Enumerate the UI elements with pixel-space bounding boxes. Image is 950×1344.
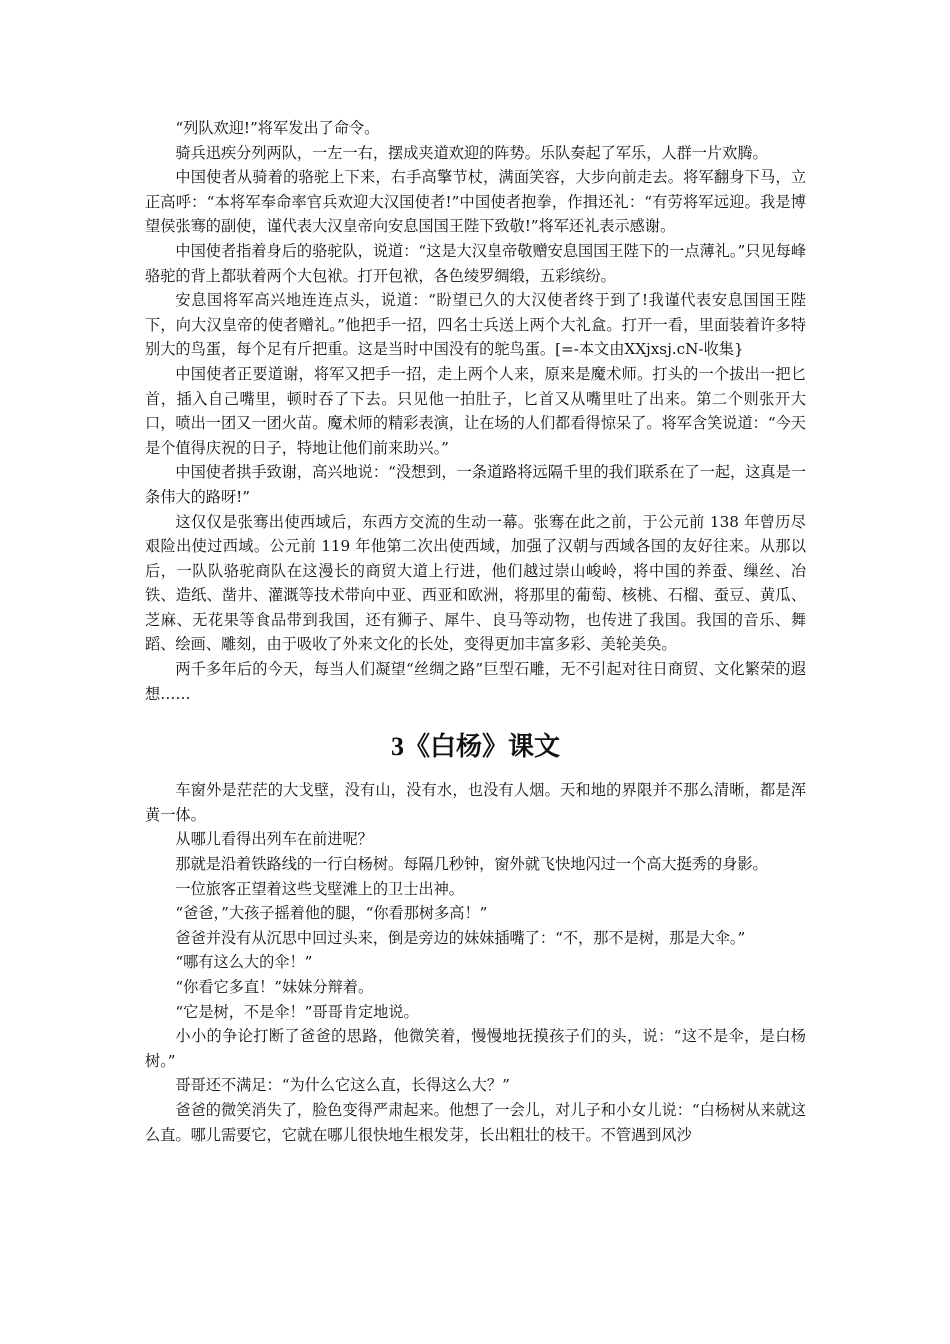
paragraph: “哪有这么大的伞！” <box>175 953 313 972</box>
paragraph: 小小的争论打断了爸爸的思路，他微笑着，慢慢地抚摸孩子们的头，说：“这不是伞，是白杨树。” <box>145 1027 806 1070</box>
paragraph: 中国使者拱手致谢，高兴地说：“没想到，一条道路将远隔千里的我们联系在了一起，这真是一条伟大的路呀!” <box>145 463 806 506</box>
document-page <box>145 116 806 1147</box>
paragraph: 安息国将军高兴地连连点头，说道：“盼望已久的大汉使者终于到了!我谨代表安息国国王陛下，向大汉皇帝的使者赠礼。”他把手一招，四名士兵送上两个大礼盒。打开一看，里面装着许多特别大的鸟蛋，每个足有斤把重。这是当时中国没有的鸵鸟蛋。[=-本文由XXjxsj.cN-收集} <box>145 291 806 359</box>
lesson-title-text: 《白杨》课文 <box>403 732 560 763</box>
paragraph: 两千多年后的今天，每当人们凝望“丝绸之路”巨型石雕，无不引起对往日商贸、文化繁荣的遐想…… <box>145 660 806 703</box>
paragraph: 中国使者正要道谢，将军又把手一招，走上两个人来，原来是魔术师。打头的一个拔出一把匕首，插入自己嘴里，顿时吞了下去。只见他一拍肚子，匕首又从嘴里吐了出来。第二个则张开大口，喷出一团又一团火苗。魔术师的精彩表演，让在场的人们都看得惊呆了。将军含笑说道：“今天是个值得庆祝的日子，特地让他们前来助兴。” <box>145 364 806 457</box>
paragraph: “列队欢迎!”将军发出了命令。 <box>175 119 380 137</box>
paragraph: “你看它多直！”妹妹分辩着。 <box>175 978 374 996</box>
paragraph: “爸爸，”大孩子摇着他的腿，“你看那树多高！” <box>175 904 488 923</box>
paragraph: 哥哥还不满足：“为什么它这么直，长得这么大？” <box>175 1076 510 1095</box>
paragraph: 一位旅客正望着这些戈壁滩上的卫士出神。 <box>175 879 464 898</box>
paragraph: 那就是沿着铁路线的一行白杨树。每隔几秒钟，窗外就飞快地闪过一个高大挺秀的身影。 <box>175 855 768 874</box>
lesson-title-number: 3 <box>390 732 404 762</box>
paragraph: 骑兵迅疾分列两队，一左一右，摆成夹道欢迎的阵势。乐队奏起了军乐，人群一片欢腾。 <box>175 143 768 162</box>
paragraph: 爸爸并没有从沉思中回过头来，倒是旁边的妹妹插嘴了：“不，那不是树，那是大伞。” <box>175 928 746 947</box>
paragraph: 中国使者从骑着的骆驼上下来，右手高擎节杖，满面笑容，大步向前走去。将军翻身下马，立正高呼：“本将军奉命率官兵欢迎大汉国使者!”中国使者抱拳，作揖还礼：“有劳将军远迎。我是博望侯张骞的副使，谨代表大汉皇帝向安息国国王陛下致敬!”将军还礼表示感谢。 <box>145 168 806 236</box>
paragraph: 车窗外是茫茫的大戈壁，没有山，没有水，也没有人烟。天和地的界限并不那么清晰，都是浑黄一体。 <box>145 781 806 824</box>
lesson-title <box>145 730 806 764</box>
paragraph: 爸爸的微笑消失了，脸色变得严肃起来。他想了一会儿，对儿子和小女儿说：“白杨树从来就这么直。哪儿需要它，它就在哪儿很快地生根发芽，长出粗壮的枝干。不管遇到风沙 <box>145 1100 806 1144</box>
lesson-text-section <box>145 778 806 1147</box>
story-section <box>145 116 806 706</box>
paragraph: 从哪儿看得出列车在前进呢？ <box>175 830 373 849</box>
paragraph: 这仅仅是张骞出使西域后，东西方交流的生动一幕。张骞在此之前，于公元前 138 年曾历尽艰险出使过西域。公元前 119 年他第二次出使西域，加强了汉朝与西域各国的友好往来。从那以后，一队队骆驼商队在这漫长的商贸大道上行进，他们越过崇山峻岭，将中国的养蚕、缫丝、冶铁、造纸、凿井、灌溉等技术带向中亚、西亚和欧洲，将那里的葡萄、核桃、石榴、蚕豆、黄瓜、芝麻、无花果等食品带到我国，还有狮子、犀牛、良马等动物，也传进了我国。我国的音乐、舞蹈、绘画、雕刻，由于吸收了外来文化的长处，变得更加丰富多彩、美轮美奂。 <box>145 512 806 654</box>
paragraph: “它是树，不是伞！”哥哥肯定地说。 <box>175 1002 419 1021</box>
paragraph: 中国使者指着身后的骆驼队，说道：“这是大汉皇帝敬赠安息国国王陛下的一点薄礼。”只见每峰骆驼的背上都驮着两个大包袱。打开包袱，各色绫罗绸缎，五彩缤纷。 <box>145 241 807 285</box>
